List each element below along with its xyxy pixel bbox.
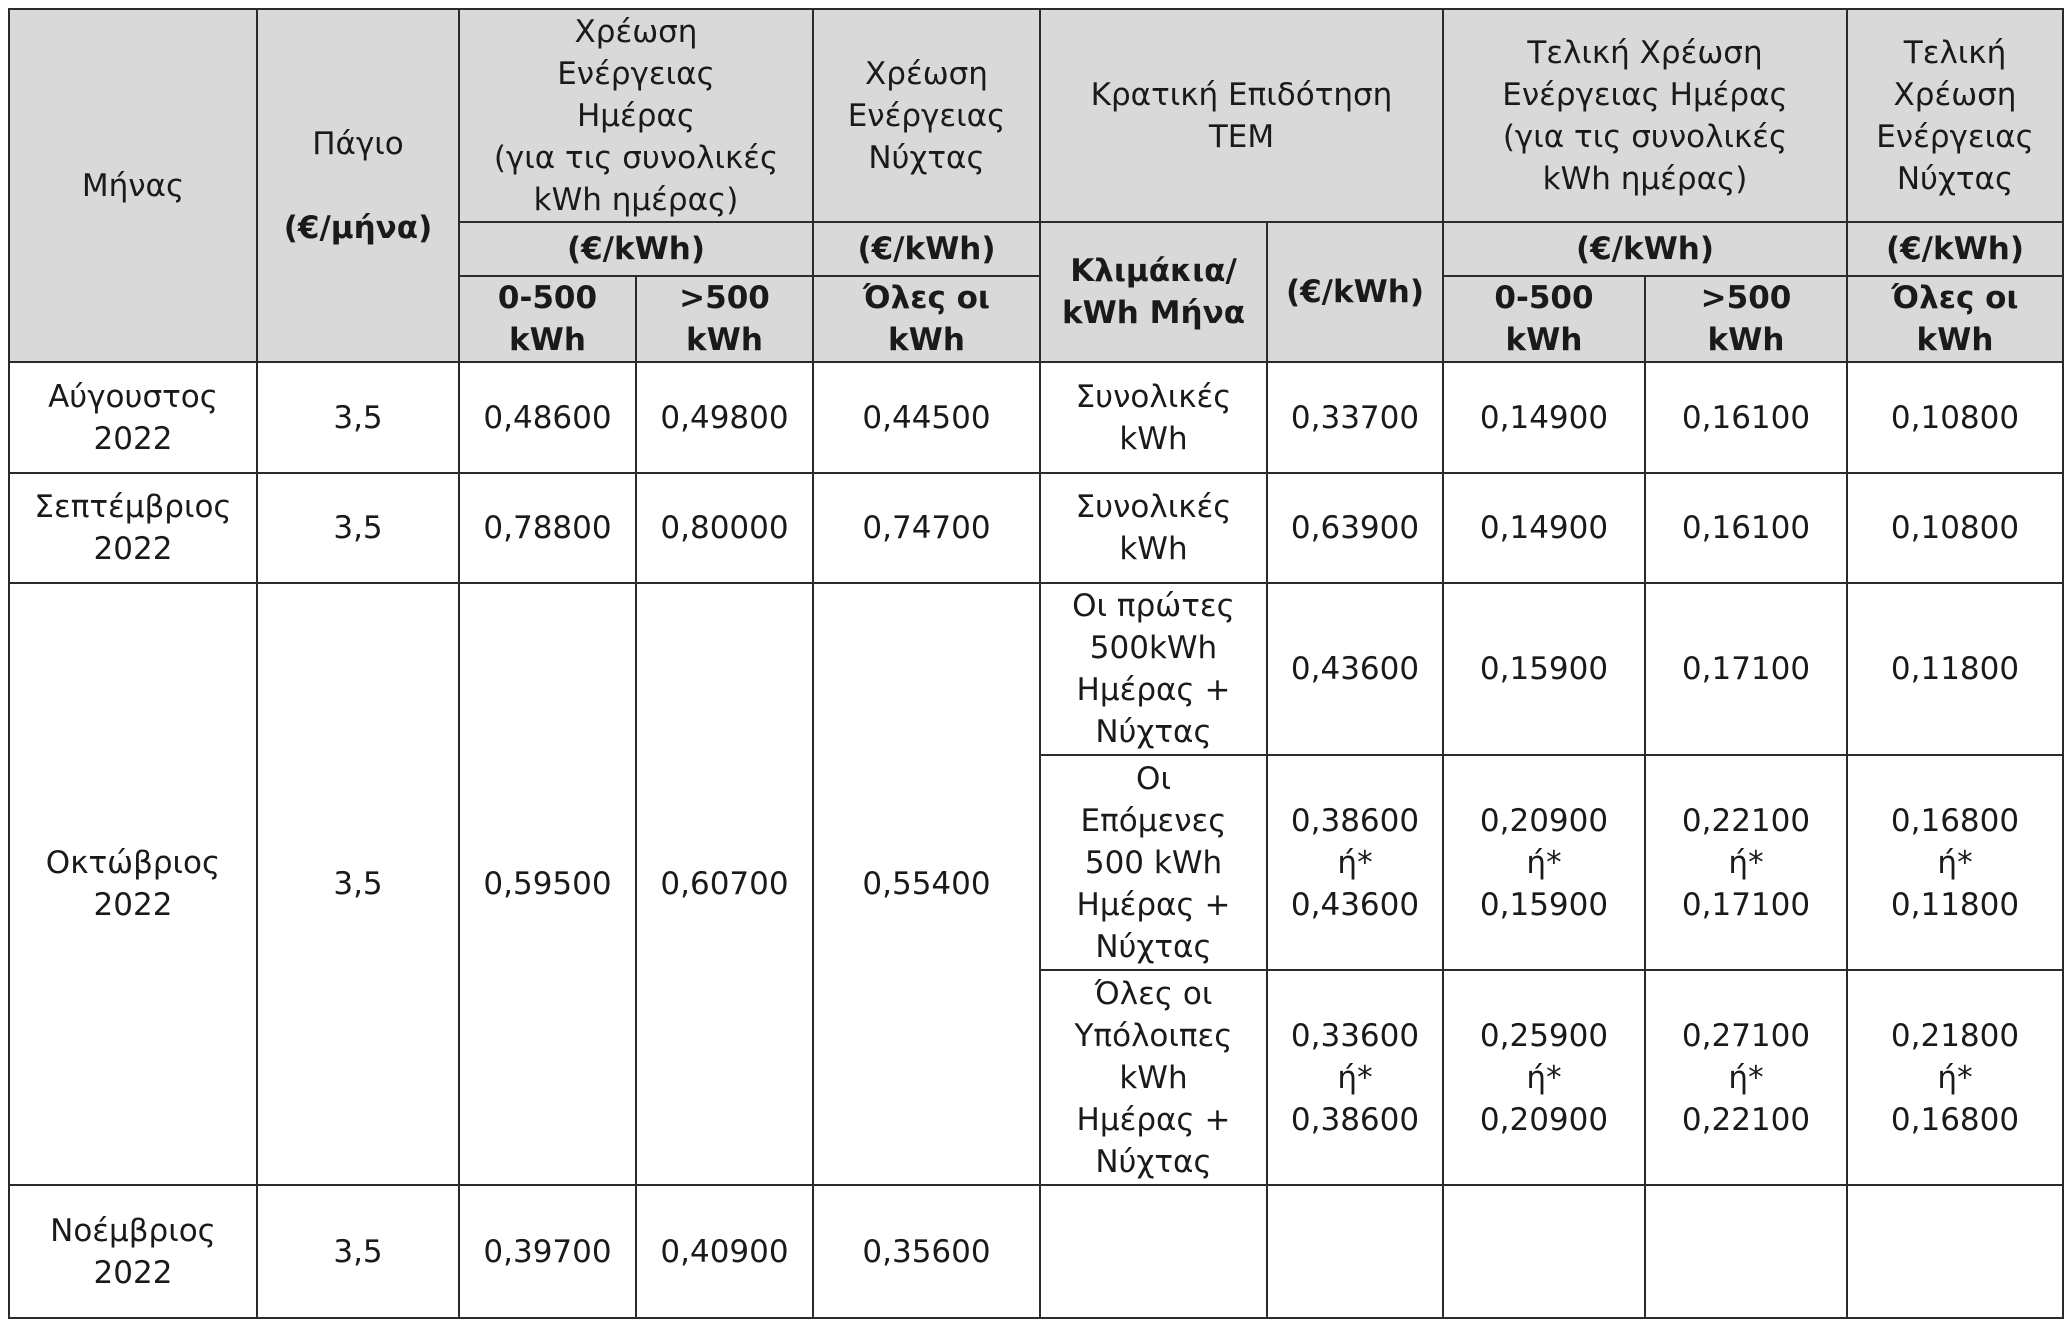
header-final-day-charge: Τελική Χρέωση Ενέργειας Ημέρας (για τις συνολικές kWh ημέρας)	[1443, 9, 1847, 222]
cell-month: Αύγουστος 2022	[9, 362, 257, 473]
cell-final-night: 0,10800	[1847, 362, 2063, 473]
cell-subsidy: 0,33600 ή* 0,38600	[1267, 970, 1443, 1185]
cell-night: 0,55400	[813, 583, 1040, 1185]
header-fixed-charge	[257, 9, 459, 362]
header-day-unit: (€/kWh)	[459, 222, 813, 276]
header-night-charge: Χρέωση Ενέργειας Νύχτας	[813, 9, 1040, 222]
cell-day-high: 0,49800	[636, 362, 813, 473]
cell-final-day-low: 0,20900 ή* 0,15900	[1443, 755, 1645, 970]
header-month: Μήνας	[9, 9, 257, 362]
cell-tier: Όλες οι Υπόλοιπες kWh Ημέρας + Νύχτας	[1040, 970, 1267, 1185]
header-state-subsidy: Κρατική Επιδότηση ΤΕΜ	[1040, 9, 1443, 222]
table-row	[9, 583, 2063, 755]
cell-subsidy: 0,33700	[1267, 362, 1443, 473]
cell-month: Νοέμβριος 2022	[9, 1185, 257, 1318]
cell-final-day-high: 0,16100	[1645, 362, 1847, 473]
cell-final-night: 0,21800 ή* 0,16800	[1847, 970, 2063, 1185]
header-day-range-low: 0-500 kWh	[459, 276, 636, 362]
cell-subsidy-empty	[1267, 1185, 1443, 1318]
cell-subsidy: 0,38600 ή* 0,43600	[1267, 755, 1443, 970]
cell-final-day-high-empty	[1645, 1185, 1847, 1318]
header-day-charge: Χρέωση Ενέργειας Ημέρας (για τις συνολικές kWh ημέρας)	[459, 9, 813, 222]
cell-final-day-high: 0,17100	[1645, 583, 1847, 755]
cell-day-high: 0,60700	[636, 583, 813, 1185]
header-fixed-label: Πάγιο	[312, 125, 404, 162]
table-row	[9, 362, 2063, 473]
cell-final-day-high: 0,16100	[1645, 473, 1847, 583]
cell-final-night: 0,11800	[1847, 583, 2063, 755]
header-final-day-range-low: 0-500 kWh	[1443, 276, 1645, 362]
cell-tier: Οι πρώτες 500kWh Ημέρας + Νύχτας	[1040, 583, 1267, 755]
cell-night: 0,35600	[813, 1185, 1040, 1318]
cell-subsidy: 0,63900	[1267, 473, 1443, 583]
header-day-range-high: >500 kWh	[636, 276, 813, 362]
electricity-tariff-table	[8, 8, 2064, 1319]
cell-tier: Συνολικές kWh	[1040, 362, 1267, 473]
header-final-night-charge: Τελική Χρέωση Ενέργειας Νύχτας	[1847, 9, 2063, 222]
cell-night: 0,44500	[813, 362, 1040, 473]
table-row	[9, 1185, 2063, 1318]
header-fixed-unit: (€/μήνα)	[283, 209, 433, 246]
cell-fixed: 3,5	[257, 1185, 459, 1318]
cell-final-night: 0,16800 ή* 0,11800	[1847, 755, 2063, 970]
header-final-night-all-kwh: Όλες οι kWh	[1847, 276, 2063, 362]
header-night-unit: (€/kWh)	[813, 222, 1040, 276]
table-row	[9, 473, 2063, 583]
header-night-all-kwh: Όλες οι kWh	[813, 276, 1040, 362]
header-tiers: Κλιμάκια/ kWh Μήνα	[1040, 222, 1267, 362]
cell-day-low: 0,39700	[459, 1185, 636, 1318]
cell-tier: Συνολικές kWh	[1040, 473, 1267, 583]
cell-day-low: 0,48600	[459, 362, 636, 473]
cell-fixed: 3,5	[257, 473, 459, 583]
cell-final-day-low: 0,15900	[1443, 583, 1645, 755]
cell-fixed: 3,5	[257, 362, 459, 473]
cell-final-day-low-empty	[1443, 1185, 1645, 1318]
cell-final-day-low: 0,14900	[1443, 473, 1645, 583]
cell-day-high: 0,40900	[636, 1185, 813, 1318]
cell-day-low: 0,59500	[459, 583, 636, 1185]
cell-fixed: 3,5	[257, 583, 459, 1185]
cell-tier: Οι Επόμενες 500 kWh Ημέρας + Νύχτας	[1040, 755, 1267, 970]
header-subsidy-unit: (€/kWh)	[1267, 222, 1443, 362]
cell-final-day-high: 0,27100 ή* 0,22100	[1645, 970, 1847, 1185]
cell-month: Σεπτέμβριος 2022	[9, 473, 257, 583]
cell-day-low: 0,78800	[459, 473, 636, 583]
cell-final-day-high: 0,22100 ή* 0,17100	[1645, 755, 1847, 970]
cell-final-night-empty	[1847, 1185, 2063, 1318]
cell-day-high: 0,80000	[636, 473, 813, 583]
cell-night: 0,74700	[813, 473, 1040, 583]
cell-month: Οκτώβριος 2022	[9, 583, 257, 1185]
header-final-night-unit: (€/kWh)	[1847, 222, 2063, 276]
cell-final-day-low: 0,14900	[1443, 362, 1645, 473]
cell-subsidy: 0,43600	[1267, 583, 1443, 755]
header-final-day-range-high: >500 kWh	[1645, 276, 1847, 362]
cell-final-day-low: 0,25900 ή* 0,20900	[1443, 970, 1645, 1185]
cell-final-night: 0,10800	[1847, 473, 2063, 583]
cell-tier-empty	[1040, 1185, 1267, 1318]
header-final-day-unit: (€/kWh)	[1443, 222, 1847, 276]
